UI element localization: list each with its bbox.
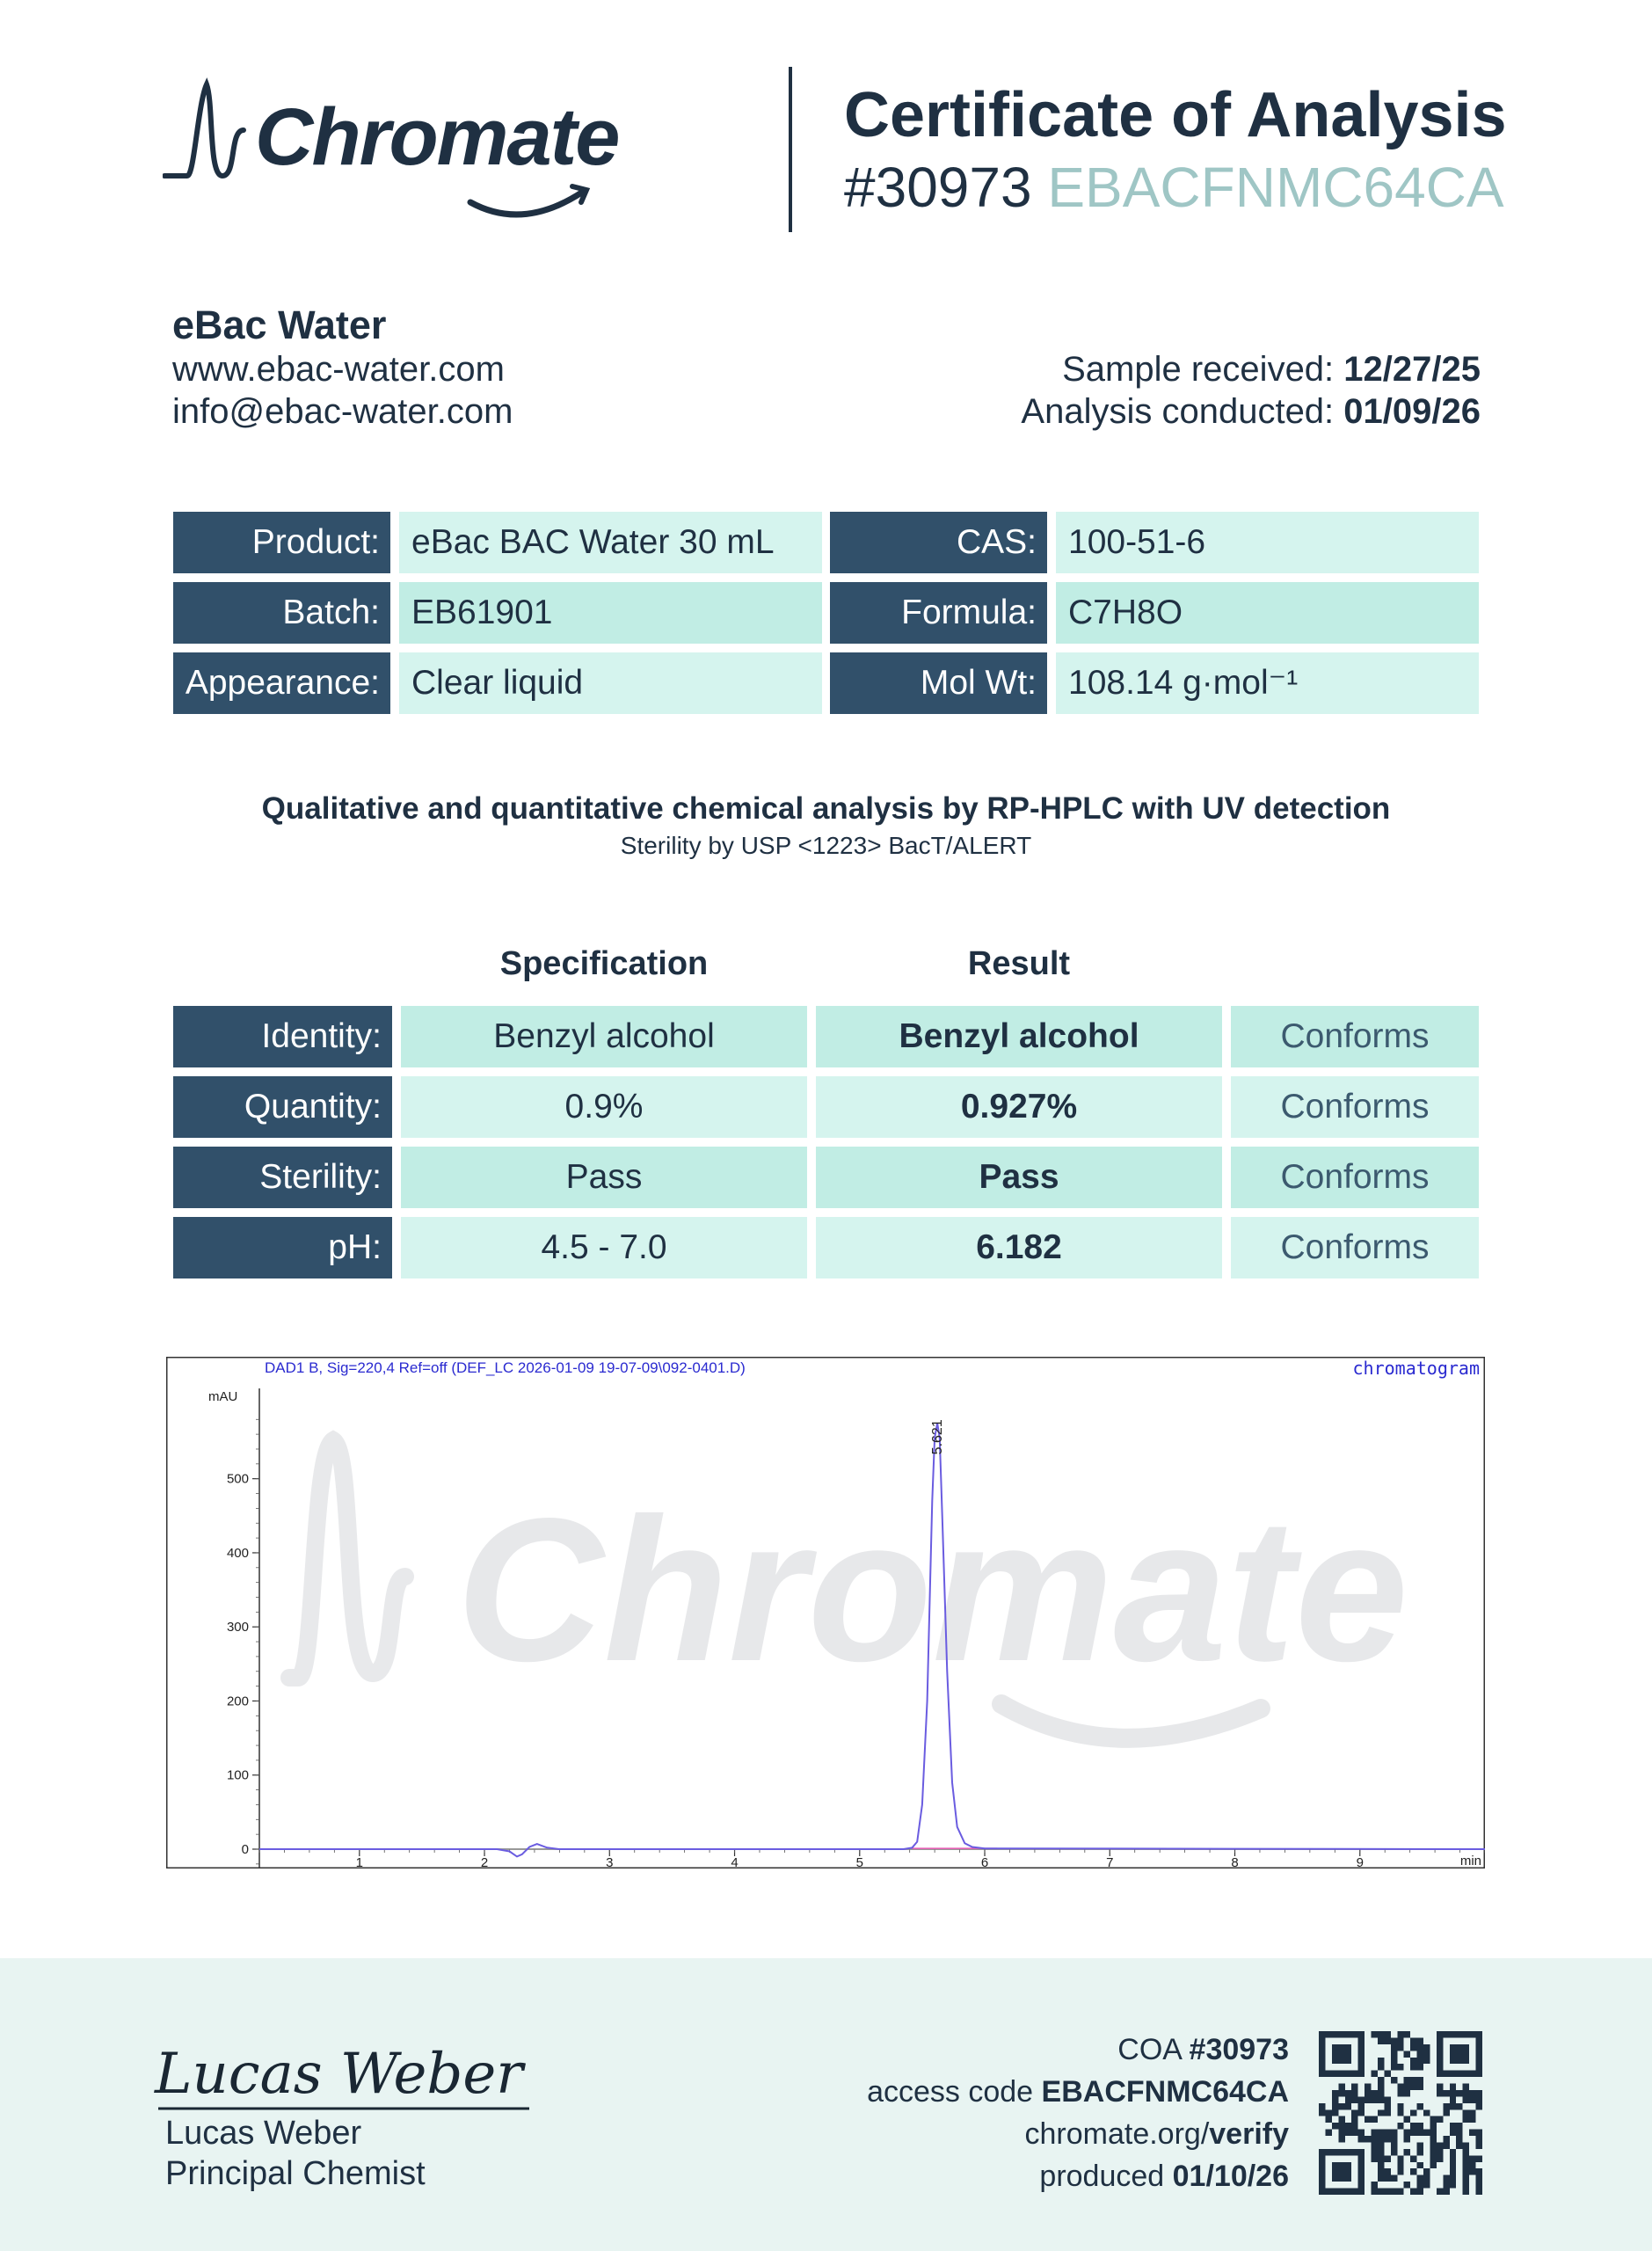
qr-code-graphic [1319,2031,1482,2195]
y-tick-label: 0 [241,1842,249,1857]
batch-value: EB61901 [399,582,822,644]
formula-label: Formula: [830,582,1047,644]
cas-value: 100-51-6 [1056,512,1479,573]
appearance-value: Clear liquid [399,652,822,714]
coa-label: COA [1117,2033,1190,2066]
ph-label: pH: [173,1217,392,1278]
chromatogram-tag: chromatogram [1352,1358,1480,1379]
x-tick-label: 2 [480,1855,489,1869]
ph-spec: 4.5 - 7.0 [401,1217,807,1278]
molwt-label: Mol Wt: [830,652,1047,714]
access-code [867,2075,1289,2109]
product-label: Product: [173,512,390,573]
sterility-label: Sterility: [173,1147,392,1208]
certificate-id [844,155,1504,220]
peak-label: 5.621 [930,1419,946,1455]
cas-label: CAS: [830,512,1047,573]
coa-number [1117,2033,1289,2067]
x-tick-label: 1 [355,1855,363,1869]
method-subtitle: Sterility by USP <1223> BacT/ALERT [620,832,1032,859]
qr-code-icon[interactable] [1319,2031,1482,2195]
conducted-label: Analysis conducted: [1021,392,1335,431]
identity-result: Benzyl alcohol [816,1006,1222,1067]
signatory-name: Lucas Weber [165,2115,362,2152]
chromate-watermark [289,1440,1408,1738]
signature-text: Lucas Weber [155,2042,523,2107]
sterility-status: Conforms [1231,1147,1479,1208]
ph-status: Conforms [1231,1217,1479,1278]
y-axis-unit: mAU [208,1389,238,1404]
specification-header: Specification [499,945,709,982]
conducted-value: 01/09/26 [1343,392,1481,431]
product-value: eBac BAC Water 30 mL [399,512,822,573]
sterility-result: Pass [816,1147,1222,1208]
coa-value: #30973 [1189,2033,1289,2066]
batch-label: Batch: [173,582,390,644]
chromate-logo [163,77,655,227]
x-axis-unit: min [1459,1854,1481,1869]
watermark-wordmark: Chromate [456,1476,1408,1704]
produced-date [1039,2160,1289,2194]
x-tick-label: 6 [980,1855,989,1869]
appearance-label: Appearance: [173,652,390,714]
received-label: Sample received: [1062,350,1335,389]
sample-received [1062,350,1481,390]
analysis-conducted [1021,392,1481,432]
certificate-number: #30973 [844,156,1032,219]
company-name: eBac Water [172,302,387,347]
quantity-status: Conforms [1231,1076,1479,1138]
y-tick-label: 100 [226,1767,249,1783]
chromatogram-chart [166,1357,1485,1869]
chromatogram-title: DAD1 B, Sig=220,4 Ref=off (DEF_LC 2026-01-09 19-07-09\092-0401.D) [265,1359,746,1376]
produced-value: 01/10/26 [1172,2160,1289,2193]
x-tick-label: 3 [606,1855,614,1869]
result-header: Result [967,945,1071,982]
produced-label: produced [1039,2160,1173,2193]
method-title: Qualitative and quantitative chemical analysis by RP-HPLC with UV detection [261,791,1391,826]
verify-domain: chromate.org/ [1024,2117,1210,2151]
signature-image [151,2021,538,2117]
header-divider [789,67,792,232]
access-value: EBACFNMC64CA [1041,2075,1289,2109]
quantity-result: 0.927% [816,1076,1222,1138]
ph-result: 6.182 [816,1217,1222,1278]
quantity-label: Quantity: [173,1076,392,1138]
company-website[interactable]: www.ebac-water.com [172,350,505,389]
logo-wordmark: Chromate [255,92,619,182]
formula-value: C7H8O [1056,582,1479,644]
sterility-spec: Pass [401,1147,807,1208]
x-tick-label: 5 [855,1855,863,1869]
certificate-code: EBACFNMC64CA [1047,156,1504,219]
x-tick-label: 9 [1356,1855,1364,1869]
signatory-title: Principal Chemist [165,2155,426,2192]
signature [151,2021,538,2117]
x-tick-label: 8 [1231,1855,1239,1869]
identity-status: Conforms [1231,1006,1479,1067]
identity-spec: Benzyl alcohol [401,1006,807,1067]
x-tick-label: 4 [731,1855,739,1869]
company-email[interactable]: info@ebac-water.com [172,392,513,431]
x-tick-label: 7 [1106,1855,1114,1869]
verify-link[interactable] [1025,2117,1290,2152]
certificate-title: Certificate of Analysis [844,80,1507,150]
molwt-value: 108.14 g·mol⁻¹ [1056,652,1479,714]
y-tick-label: 300 [226,1620,249,1635]
access-label: access code [867,2075,1042,2109]
y-tick-label: 500 [226,1471,249,1487]
chromatogram-svg [166,1357,1485,1869]
identity-label: Identity: [173,1006,392,1067]
verify-path: verify [1209,2117,1289,2151]
y-tick-label: 400 [226,1545,249,1561]
quantity-spec: 0.9% [401,1076,807,1138]
received-value: 12/27/25 [1343,350,1481,389]
y-tick-label: 200 [226,1694,249,1709]
